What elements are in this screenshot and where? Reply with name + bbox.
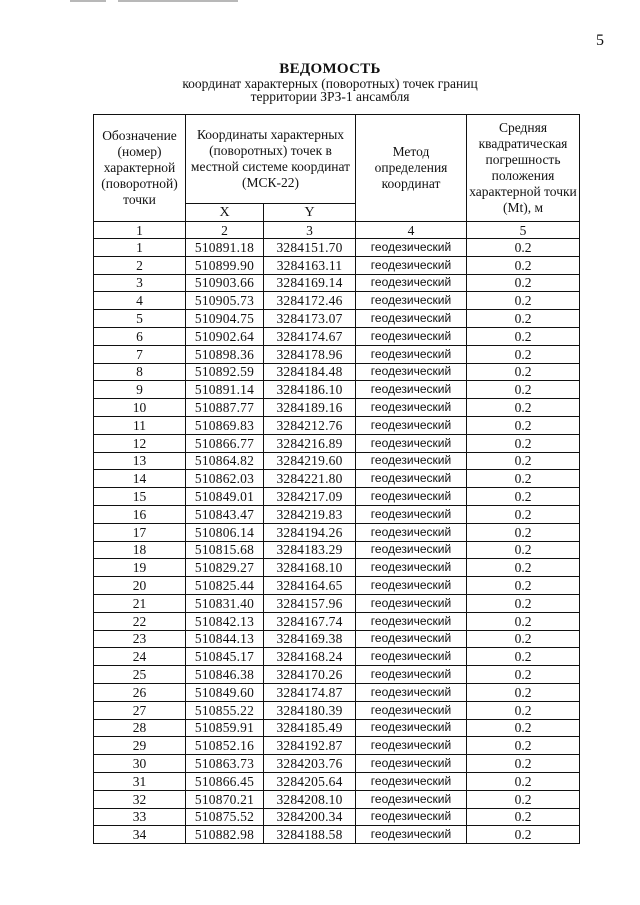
title-line-3: территории ЗРЗ-1 ансамбля xyxy=(250,89,410,104)
cell-method: геодезический xyxy=(356,488,467,506)
cell-method: геодезический xyxy=(356,239,467,257)
cell-y: 3284174.67 xyxy=(264,327,356,345)
table-row xyxy=(94,292,580,310)
cell-y: 3284216.89 xyxy=(264,434,356,452)
header-x: X xyxy=(186,204,264,222)
cell-y: 3284167.74 xyxy=(264,612,356,630)
table-row xyxy=(94,399,580,417)
table-row xyxy=(94,594,580,612)
table-row xyxy=(94,505,580,523)
column-number: 2 xyxy=(186,222,264,239)
cell-x: 510891.14 xyxy=(186,381,264,399)
cell-method: геодезический xyxy=(356,594,467,612)
table-row xyxy=(94,790,580,808)
cell-y: 3284192.87 xyxy=(264,737,356,755)
cell-accuracy: 0.2 xyxy=(467,719,580,737)
cell-y: 3284174.87 xyxy=(264,683,356,701)
cell-y: 3284183.29 xyxy=(264,541,356,559)
cell-method: геодезический xyxy=(356,363,467,381)
table-row xyxy=(94,666,580,684)
cell-y: 3284205.64 xyxy=(264,772,356,790)
table-row xyxy=(94,310,580,328)
title-main: ВЕДОМОСТЬ xyxy=(279,61,381,77)
cell-y: 3284186.10 xyxy=(264,381,356,399)
cell-x: 510866.45 xyxy=(186,772,264,790)
table-row xyxy=(94,327,580,345)
cell-accuracy: 0.2 xyxy=(467,452,580,470)
cell-x: 510862.03 xyxy=(186,470,264,488)
cell-point-number: 33 xyxy=(94,808,186,826)
cell-point-number: 31 xyxy=(94,772,186,790)
cell-accuracy: 0.2 xyxy=(467,559,580,577)
cell-y: 3284219.60 xyxy=(264,452,356,470)
cell-x: 510898.36 xyxy=(186,345,264,363)
cell-x: 510869.83 xyxy=(186,416,264,434)
cell-method: геодезический xyxy=(356,345,467,363)
header-coordinates: Координаты характерных (поворотных) точек в местной системе координат (МСК-22) xyxy=(186,115,356,204)
cell-y: 3284188.58 xyxy=(264,826,356,844)
cell-method: геодезический xyxy=(356,701,467,719)
cell-accuracy: 0.2 xyxy=(467,790,580,808)
cell-point-number: 9 xyxy=(94,381,186,399)
cell-accuracy: 0.2 xyxy=(467,470,580,488)
cell-y: 3284200.34 xyxy=(264,808,356,826)
cell-x: 510864.82 xyxy=(186,452,264,470)
cell-accuracy: 0.2 xyxy=(467,630,580,648)
cell-y: 3284172.46 xyxy=(264,292,356,310)
cell-accuracy: 0.2 xyxy=(467,772,580,790)
cell-method: геодезический xyxy=(356,452,467,470)
cell-accuracy: 0.2 xyxy=(467,274,580,292)
cell-method: геодезический xyxy=(356,755,467,773)
cell-x: 510852.16 xyxy=(186,737,264,755)
table-row xyxy=(94,256,580,274)
cell-method: геодезический xyxy=(356,559,467,577)
cell-method: геодезический xyxy=(356,292,467,310)
cell-method: геодезический xyxy=(356,808,467,826)
header-y: Y xyxy=(264,204,356,222)
cell-method: геодезический xyxy=(356,737,467,755)
cell-x: 510842.13 xyxy=(186,612,264,630)
cell-x: 510866.77 xyxy=(186,434,264,452)
cell-method: геодезический xyxy=(356,256,467,274)
cell-x: 510849.60 xyxy=(186,683,264,701)
header-point: Обозначение (номер) характерной (поворотной) точки xyxy=(94,115,186,222)
cell-accuracy: 0.2 xyxy=(467,594,580,612)
cell-point-number: 1 xyxy=(94,239,186,257)
cell-y: 3284184.48 xyxy=(264,363,356,381)
cell-accuracy: 0.2 xyxy=(467,310,580,328)
cell-method: геодезический xyxy=(356,648,467,666)
cell-point-number: 7 xyxy=(94,345,186,363)
scan-mark-left xyxy=(70,0,106,2)
column-number: 4 xyxy=(356,222,467,239)
cell-method: геодезический xyxy=(356,826,467,844)
cell-method: геодезический xyxy=(356,719,467,737)
cell-method: геодезический xyxy=(356,416,467,434)
table-row xyxy=(94,488,580,506)
cell-method: геодезический xyxy=(356,630,467,648)
cell-point-number: 2 xyxy=(94,256,186,274)
cell-point-number: 10 xyxy=(94,399,186,417)
cell-accuracy: 0.2 xyxy=(467,666,580,684)
cell-accuracy: 0.2 xyxy=(467,416,580,434)
cell-point-number: 19 xyxy=(94,559,186,577)
table-row xyxy=(94,345,580,363)
cell-accuracy: 0.2 xyxy=(467,737,580,755)
table-row xyxy=(94,541,580,559)
cell-method: геодезический xyxy=(356,327,467,345)
cell-point-number: 5 xyxy=(94,310,186,328)
column-numbers-row xyxy=(94,222,580,239)
table-row xyxy=(94,808,580,826)
cell-method: геодезический xyxy=(356,577,467,595)
cell-point-number: 26 xyxy=(94,683,186,701)
table-row xyxy=(94,630,580,648)
cell-x: 510891.18 xyxy=(186,239,264,257)
cell-point-number: 32 xyxy=(94,790,186,808)
table-row xyxy=(94,559,580,577)
cell-method: геодезический xyxy=(356,541,467,559)
cell-x: 510902.64 xyxy=(186,327,264,345)
cell-point-number: 12 xyxy=(94,434,186,452)
cell-y: 3284217.09 xyxy=(264,488,356,506)
table-row xyxy=(94,452,580,470)
cell-point-number: 28 xyxy=(94,719,186,737)
header-method: Метод определения координат xyxy=(356,115,467,222)
page-number: 5 xyxy=(596,32,604,49)
cell-x: 510887.77 xyxy=(186,399,264,417)
cell-point-number: 15 xyxy=(94,488,186,506)
cell-x: 510843.47 xyxy=(186,505,264,523)
cell-accuracy: 0.2 xyxy=(467,399,580,417)
cell-point-number: 16 xyxy=(94,505,186,523)
table-row xyxy=(94,434,580,452)
cell-point-number: 3 xyxy=(94,274,186,292)
cell-y: 3284185.49 xyxy=(264,719,356,737)
table-row xyxy=(94,737,580,755)
cell-point-number: 21 xyxy=(94,594,186,612)
cell-method: геодезический xyxy=(356,505,467,523)
scan-mark-right xyxy=(118,0,238,2)
table-row xyxy=(94,683,580,701)
cell-y: 3284157.96 xyxy=(264,594,356,612)
cell-y: 3284151.70 xyxy=(264,239,356,257)
cell-accuracy: 0.2 xyxy=(467,381,580,399)
cell-method: геодезический xyxy=(356,434,467,452)
table-row xyxy=(94,648,580,666)
cell-x: 510829.27 xyxy=(186,559,264,577)
cell-point-number: 11 xyxy=(94,416,186,434)
cell-accuracy: 0.2 xyxy=(467,648,580,666)
table-row xyxy=(94,416,580,434)
column-number: 5 xyxy=(467,222,580,239)
header-accuracy: Средняя квадратическая погрешность положения характерной точки (Mt), м xyxy=(467,115,580,222)
table-body xyxy=(94,239,580,844)
cell-method: геодезический xyxy=(356,399,467,417)
cell-accuracy: 0.2 xyxy=(467,239,580,257)
table-row xyxy=(94,363,580,381)
cell-x: 510892.59 xyxy=(186,363,264,381)
cell-method: геодезический xyxy=(356,683,467,701)
cell-y: 3284221.80 xyxy=(264,470,356,488)
cell-x: 510849.01 xyxy=(186,488,264,506)
cell-y: 3284170.26 xyxy=(264,666,356,684)
cell-point-number: 4 xyxy=(94,292,186,310)
cell-point-number: 23 xyxy=(94,630,186,648)
table-row xyxy=(94,719,580,737)
cell-x: 510904.75 xyxy=(186,310,264,328)
table-row xyxy=(94,701,580,719)
cell-y: 3284194.26 xyxy=(264,523,356,541)
table-row xyxy=(94,612,580,630)
cell-x: 510899.90 xyxy=(186,256,264,274)
table-row xyxy=(94,239,580,257)
cell-method: геодезический xyxy=(356,666,467,684)
cell-x: 510863.73 xyxy=(186,755,264,773)
cell-y: 3284168.24 xyxy=(264,648,356,666)
table-row xyxy=(94,274,580,292)
cell-y: 3284189.16 xyxy=(264,399,356,417)
cell-point-number: 18 xyxy=(94,541,186,559)
cell-x: 510815.68 xyxy=(186,541,264,559)
cell-method: геодезический xyxy=(356,790,467,808)
cell-y: 3284219.83 xyxy=(264,505,356,523)
cell-accuracy: 0.2 xyxy=(467,577,580,595)
cell-point-number: 29 xyxy=(94,737,186,755)
cell-method: геодезический xyxy=(356,470,467,488)
cell-accuracy: 0.2 xyxy=(467,808,580,826)
cell-accuracy: 0.2 xyxy=(467,612,580,630)
cell-x: 510855.22 xyxy=(186,701,264,719)
cell-x: 510903.66 xyxy=(186,274,264,292)
cell-point-number: 30 xyxy=(94,755,186,773)
cell-accuracy: 0.2 xyxy=(467,256,580,274)
cell-point-number: 22 xyxy=(94,612,186,630)
cell-method: геодезический xyxy=(356,523,467,541)
cell-y: 3284169.38 xyxy=(264,630,356,648)
cell-x: 510870.21 xyxy=(186,790,264,808)
cell-accuracy: 0.2 xyxy=(467,505,580,523)
cell-accuracy: 0.2 xyxy=(467,363,580,381)
table-row xyxy=(94,826,580,844)
cell-method: геодезический xyxy=(356,772,467,790)
cell-point-number: 34 xyxy=(94,826,186,844)
coordinates-table xyxy=(93,114,580,844)
cell-accuracy: 0.2 xyxy=(467,292,580,310)
cell-y: 3284203.76 xyxy=(264,755,356,773)
column-number: 1 xyxy=(94,222,186,239)
document-title xyxy=(150,61,510,103)
cell-accuracy: 0.2 xyxy=(467,683,580,701)
cell-x: 510859.91 xyxy=(186,719,264,737)
cell-point-number: 14 xyxy=(94,470,186,488)
table-row xyxy=(94,755,580,773)
table-row xyxy=(94,772,580,790)
cell-accuracy: 0.2 xyxy=(467,488,580,506)
cell-x: 510806.14 xyxy=(186,523,264,541)
table-row xyxy=(94,523,580,541)
table-row xyxy=(94,577,580,595)
cell-y: 3284178.96 xyxy=(264,345,356,363)
cell-x: 510845.17 xyxy=(186,648,264,666)
column-number: 3 xyxy=(264,222,356,239)
title-line-2: координат характерных (поворотных) точек границ xyxy=(182,76,478,91)
cell-y: 3284164.65 xyxy=(264,577,356,595)
cell-point-number: 8 xyxy=(94,363,186,381)
cell-point-number: 24 xyxy=(94,648,186,666)
cell-accuracy: 0.2 xyxy=(467,701,580,719)
cell-y: 3284212.76 xyxy=(264,416,356,434)
cell-point-number: 6 xyxy=(94,327,186,345)
cell-x: 510875.52 xyxy=(186,808,264,826)
cell-y: 3284173.07 xyxy=(264,310,356,328)
cell-method: геодезический xyxy=(356,274,467,292)
cell-point-number: 27 xyxy=(94,701,186,719)
cell-point-number: 20 xyxy=(94,577,186,595)
cell-method: геодезический xyxy=(356,310,467,328)
cell-x: 510905.73 xyxy=(186,292,264,310)
cell-accuracy: 0.2 xyxy=(467,541,580,559)
cell-x: 510844.13 xyxy=(186,630,264,648)
cell-accuracy: 0.2 xyxy=(467,523,580,541)
cell-y: 3284168.10 xyxy=(264,559,356,577)
cell-x: 510831.40 xyxy=(186,594,264,612)
cell-accuracy: 0.2 xyxy=(467,345,580,363)
cell-accuracy: 0.2 xyxy=(467,826,580,844)
cell-point-number: 25 xyxy=(94,666,186,684)
cell-y: 3284208.10 xyxy=(264,790,356,808)
cell-method: геодезический xyxy=(356,381,467,399)
cell-y: 3284180.39 xyxy=(264,701,356,719)
cell-accuracy: 0.2 xyxy=(467,327,580,345)
cell-x: 510846.38 xyxy=(186,666,264,684)
cell-x: 510882.98 xyxy=(186,826,264,844)
cell-y: 3284169.14 xyxy=(264,274,356,292)
table-row xyxy=(94,381,580,399)
cell-method: геодезический xyxy=(356,612,467,630)
cell-point-number: 17 xyxy=(94,523,186,541)
cell-point-number: 13 xyxy=(94,452,186,470)
cell-accuracy: 0.2 xyxy=(467,755,580,773)
cell-x: 510825.44 xyxy=(186,577,264,595)
table-row xyxy=(94,470,580,488)
cell-accuracy: 0.2 xyxy=(467,434,580,452)
cell-y: 3284163.11 xyxy=(264,256,356,274)
